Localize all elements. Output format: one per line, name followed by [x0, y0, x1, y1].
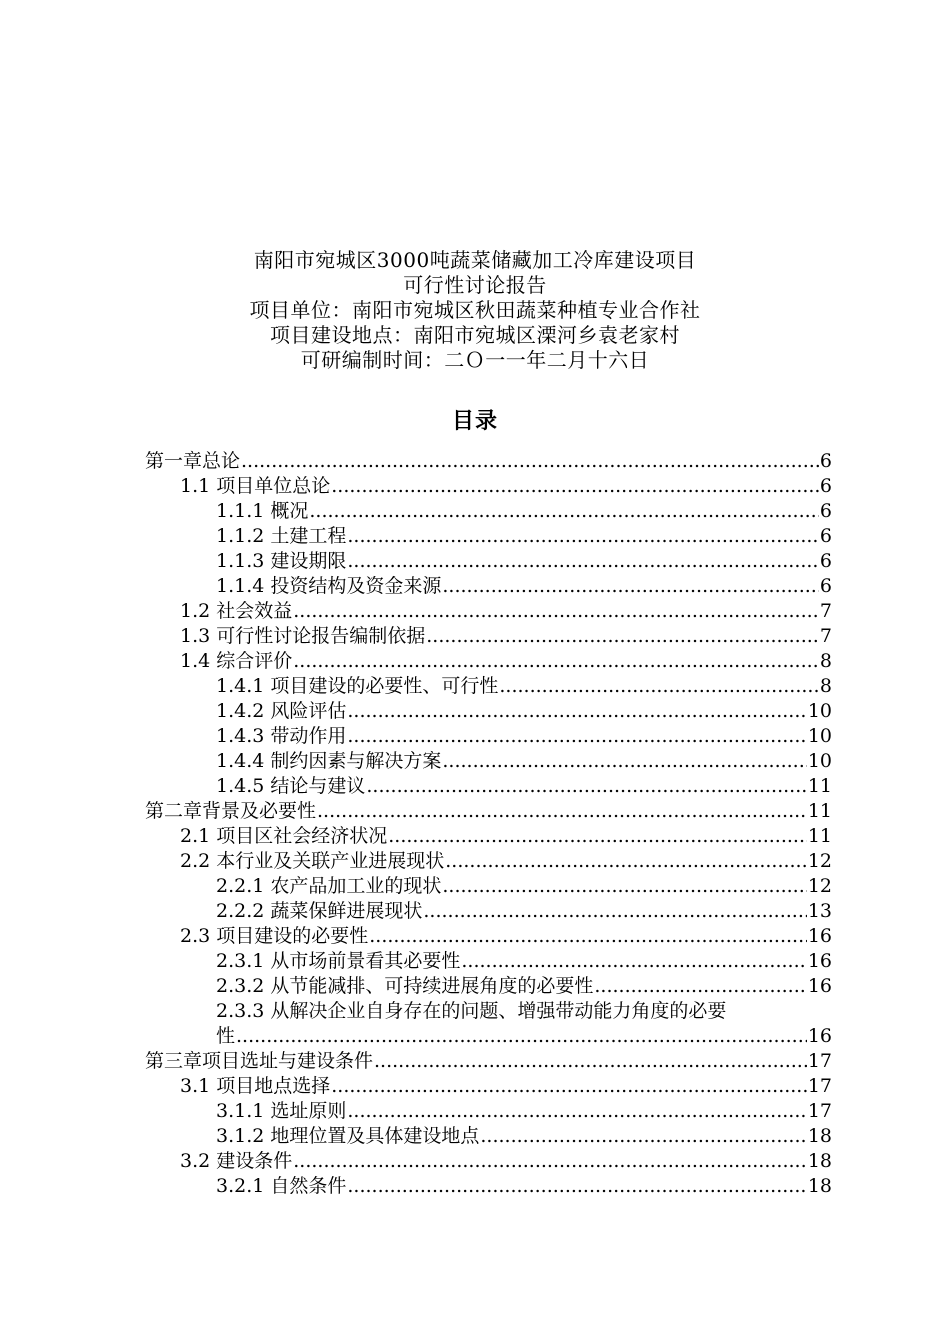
toc-page: 18: [807, 1150, 832, 1172]
toc-label: 第三章项目选址与建设条件: [145, 1050, 374, 1072]
toc-page: 13: [807, 900, 832, 922]
toc-label: 3.1 项目地点选择: [180, 1075, 331, 1097]
toc-page: 6: [819, 450, 832, 472]
toc-label: 2.3 项目建设的必要性: [180, 925, 369, 947]
toc-page: 12: [807, 875, 832, 897]
toc-page: 10: [807, 750, 832, 772]
toc-entry[interactable]: [0, 574, 832, 599]
toc-page: 10: [807, 725, 832, 747]
toc-label: 1.1.2 土建工程: [216, 525, 347, 547]
toc-label: 1.1 项目单位总论: [180, 475, 331, 497]
toc-page: 6: [819, 475, 832, 497]
toc-leader: [461, 949, 806, 974]
toc-leader: [293, 1149, 807, 1174]
toc-leader: [347, 1174, 806, 1199]
toc-label: 1.4 综合评价: [180, 650, 293, 672]
cover-block: [0, 248, 950, 373]
project-unit: 项目单位：南阳市宛城区秋田蔬菜种植专业合作社: [249, 298, 701, 322]
toc-leader: [293, 649, 819, 674]
toc-entry[interactable]: [0, 624, 832, 649]
toc-entry[interactable]: [0, 799, 832, 824]
toc-entry[interactable]: [0, 724, 832, 749]
toc-label: 1.4.3 带动作用: [216, 725, 347, 747]
toc-entry[interactable]: [0, 949, 832, 974]
toc-leader: [236, 1024, 807, 1049]
toc-page: 16: [807, 975, 832, 997]
toc-leader: [309, 499, 819, 524]
toc-page: 7: [819, 625, 832, 647]
toc-entry[interactable]: [0, 674, 832, 699]
toc-label: 2.1 项目区社会经济状况: [180, 825, 388, 847]
toc-leader: [499, 674, 819, 699]
toc-entry[interactable]: [0, 774, 832, 799]
toc-page: 6: [819, 500, 832, 522]
report-type: 可行性讨论报告: [403, 273, 547, 297]
toc-label: 1.4.2 风险评估: [216, 700, 347, 722]
toc-page: 16: [807, 1025, 832, 1047]
toc-entry[interactable]: [0, 1174, 832, 1199]
toc-label: 1.2 社会效益: [180, 600, 293, 622]
toc-title: 目录: [451, 409, 498, 434]
toc-page: 8: [819, 675, 832, 697]
toc-leader: [388, 824, 807, 849]
toc-page: 7: [819, 600, 832, 622]
toc-leader: [347, 699, 806, 724]
toc-leader: [423, 899, 806, 924]
toc-label: 1.4.4 制约因素与解决方案: [216, 750, 442, 772]
toc-label: 3.1.1 选址原则: [216, 1100, 347, 1122]
toc-label: 2.2.1 农产品加工业的现状: [216, 875, 442, 897]
toc-label: 1.1.4 投资结构及资金来源: [216, 575, 442, 597]
toc-entry[interactable]: [0, 824, 832, 849]
toc-leader: [369, 924, 807, 949]
toc-page: 11: [807, 825, 832, 847]
toc-leader: [442, 874, 806, 899]
toc-entry[interactable]: [0, 974, 832, 999]
toc-page: 12: [807, 850, 832, 872]
toc-leader: [347, 1099, 806, 1124]
toc-entry[interactable]: [0, 499, 832, 524]
toc-leader: [347, 524, 819, 549]
toc-leader: [331, 474, 819, 499]
toc-label: 3.2 建设条件: [180, 1150, 293, 1172]
toc-label: 2.2 本行业及关联产业进展现状: [180, 850, 445, 872]
toc-leader: [347, 549, 819, 574]
toc-page: 17: [807, 1075, 832, 1097]
toc-label: 第二章背景及必要性: [145, 800, 317, 822]
toc-leader: [445, 849, 807, 874]
toc-entry[interactable]: [0, 1074, 832, 1099]
project-location: 项目建设地点：南阳市宛城区溧河乡袁老家村: [270, 323, 680, 347]
toc-label: 第一章总论: [145, 450, 241, 472]
toc-page: 16: [807, 925, 832, 947]
toc-entry[interactable]: [0, 874, 832, 899]
toc-entry[interactable]: [0, 474, 832, 499]
toc-entry[interactable]: [0, 1149, 832, 1174]
toc-label: 1.1.3 建设期限: [216, 550, 347, 572]
project-title: 南阳市宛城区3000吨蔬菜储藏加工冷库建设项目: [253, 248, 697, 272]
toc-label: 1.3 可行性讨论报告编制依据: [180, 625, 426, 647]
toc-entry[interactable]: [0, 449, 832, 474]
toc-entry[interactable]: [0, 699, 832, 724]
toc-leader: [480, 1124, 806, 1149]
toc-leader: [426, 624, 819, 649]
toc-leader: [317, 799, 807, 824]
toc-page: 10: [807, 700, 832, 722]
toc-leader: [374, 1049, 807, 1074]
toc-leader: [366, 774, 806, 799]
toc-entry[interactable]: [0, 599, 832, 624]
toc-leader: [347, 724, 806, 749]
toc-page: 8: [819, 650, 832, 672]
toc-entry[interactable]: [0, 849, 832, 874]
toc-leader: [293, 599, 819, 624]
toc-label: 2.2.2 蔬菜保鲜进展现状: [216, 900, 423, 922]
toc-page: 11: [807, 775, 832, 797]
toc-label: 3.2.1 自然条件: [216, 1175, 347, 1197]
toc-entry[interactable]: [0, 1049, 832, 1074]
toc-leader: [331, 1074, 807, 1099]
toc-label: 3.1.2 地理位置及具体建设地点: [216, 1125, 480, 1147]
toc-label: 2.3.2 从节能减排、可持续进展角度的必要性: [216, 975, 594, 997]
toc-entry[interactable]: [0, 924, 832, 949]
table-of-contents: [0, 449, 950, 1199]
toc-entry[interactable]: [0, 1124, 832, 1149]
toc-label-continued: 性: [216, 1025, 236, 1047]
toc-label: 2.3.1 从市场前景看其必要性: [216, 950, 461, 972]
toc-entry[interactable]: [0, 524, 832, 549]
compile-date: 可研编制时间：二Ｏ一一年二月十六日: [300, 348, 650, 372]
toc-leader: [442, 749, 806, 774]
toc-entry[interactable]: [0, 549, 832, 574]
toc-entry[interactable]: [0, 749, 832, 774]
toc-label: 1.4.1 项目建设的必要性、可行性: [216, 675, 499, 697]
toc-page: 11: [807, 800, 832, 822]
toc-page: 6: [819, 575, 832, 597]
toc-page: 17: [807, 1100, 832, 1122]
toc-page: 16: [807, 950, 832, 972]
toc-leader: [442, 574, 819, 599]
toc-page: 6: [819, 550, 832, 572]
toc-leader: [241, 449, 819, 474]
toc-label: 1.4.5 结论与建议: [216, 775, 366, 797]
toc-page: 18: [807, 1175, 832, 1197]
toc-label: 2.3.3 从解决企业自身存在的问题、增强带动能力角度的必要: [216, 1000, 727, 1022]
toc-label: 1.1.1 概况: [216, 500, 309, 522]
toc-page: 17: [807, 1050, 832, 1072]
toc-entry[interactable]: [0, 649, 832, 674]
toc-entry[interactable]: [0, 899, 832, 924]
toc-entry-wrapped[interactable]: [0, 999, 832, 1049]
toc-page: 6: [819, 525, 832, 547]
toc-entry[interactable]: [0, 1099, 832, 1124]
toc-page: 18: [807, 1125, 832, 1147]
toc-leader: [594, 974, 806, 999]
